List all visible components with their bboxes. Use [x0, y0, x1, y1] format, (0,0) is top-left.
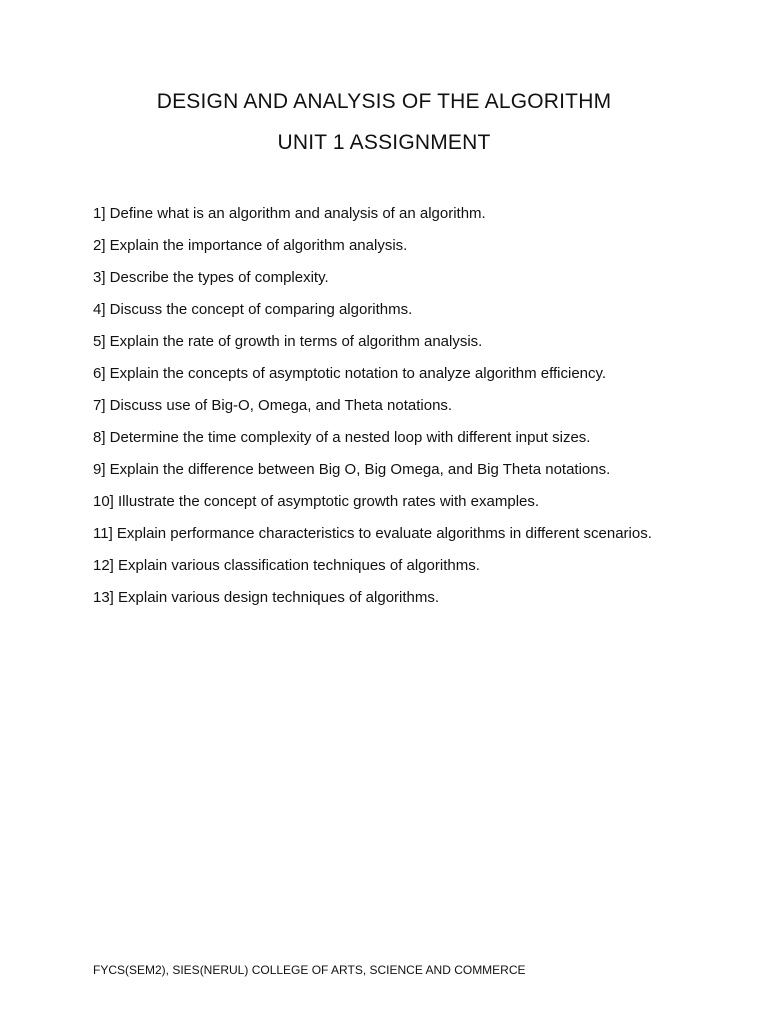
- page-footer: FYCS(SEM2), SIES(NERUL) COLLEGE OF ARTS, SCIENCE AND COMMERCE: [93, 963, 526, 977]
- question-item: 8] Determine the time complexity of a nested loop with different input sizes.: [93, 429, 591, 446]
- question-item: 3] Describe the types of complexity.: [93, 269, 329, 286]
- question-item: 5] Explain the rate of growth in terms of algorithm analysis.: [93, 333, 483, 350]
- question-item: 4] Discuss the concept of comparing algorithms.: [93, 301, 413, 318]
- question-item: 10] Illustrate the concept of asymptotic growth rates with examples.: [93, 493, 540, 510]
- question-item: 6] Explain the concepts of asymptotic notation to analyze algorithm efficiency.: [93, 365, 607, 382]
- question-item: 7] Discuss use of Big-O, Omega, and Theta notations.: [93, 397, 453, 414]
- question-item: 13] Explain various design techniques of algorithms.: [93, 589, 440, 606]
- question-item: 9] Explain the difference between Big O, Big Omega, and Big Theta notations.: [93, 461, 611, 478]
- question-item: 1] Define what is an algorithm and analysis of an algorithm.: [93, 205, 486, 222]
- question-item: 2] Explain the importance of algorithm analysis.: [93, 237, 408, 254]
- question-item: 12] Explain various classification techniques of algorithms.: [93, 557, 480, 574]
- document-subtitle: UNIT 1 ASSIGNMENT: [277, 131, 491, 154]
- document-title: DESIGN AND ANALYSIS OF THE ALGORITHM: [156, 90, 612, 113]
- question-item: 11] Explain performance characteristics to evaluate algorithms in different scenarios.: [93, 525, 652, 542]
- question-list: [93, 203, 693, 619]
